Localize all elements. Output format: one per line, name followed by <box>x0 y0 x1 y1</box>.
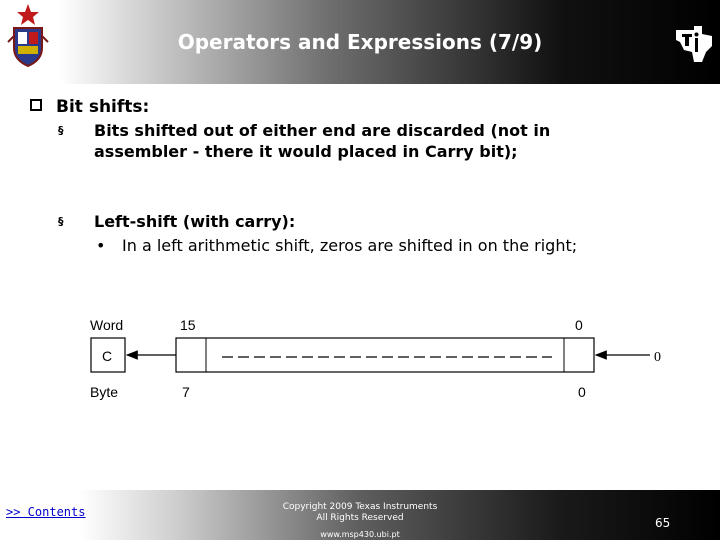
register-box <box>176 338 594 372</box>
slide-title: Operators and Expressions (7/9) <box>177 30 543 54</box>
byte-msb-label: 7 <box>182 384 190 400</box>
shift-in-zero: 0 <box>654 350 661 365</box>
section-bullet-icon: § <box>58 124 64 137</box>
word-label: Word <box>90 317 124 333</box>
word-lsb-label: 0 <box>575 317 583 333</box>
word-msb-label: 15 <box>180 317 196 333</box>
byte-lsb-label: 0 <box>578 384 586 400</box>
contents-link[interactable]: >> Contents <box>6 505 86 519</box>
institution-label: UBI <box>12 70 33 81</box>
section-bullet-icon: § <box>58 215 64 228</box>
page-number: 65 <box>655 516 671 530</box>
bullet-text: Bit shifts: <box>56 97 150 117</box>
sub-bullet-text: Left-shift (with carry): <box>94 212 296 231</box>
copyright-line1: Copyright 2009 Texas Instruments <box>282 502 438 512</box>
dot-bullet-icon: • <box>96 236 106 255</box>
website-url: www.msp430.ubi.pt <box>320 530 400 539</box>
copyright-line2: All Rights Reserved <box>316 513 404 523</box>
carry-label: C <box>102 348 113 364</box>
sub-bullet-text-line1: Bits shifted out of either end are discarded (not in <box>94 121 551 140</box>
sub-bullet-text-line2: assembler - there it would placed in Carry bit); <box>94 142 518 161</box>
byte-label: Byte <box>90 384 119 400</box>
sub-sub-bullet-text: In a left arithmetic shift, zeros are shifted in on the right; <box>122 236 578 255</box>
copyright-notice <box>270 502 450 524</box>
